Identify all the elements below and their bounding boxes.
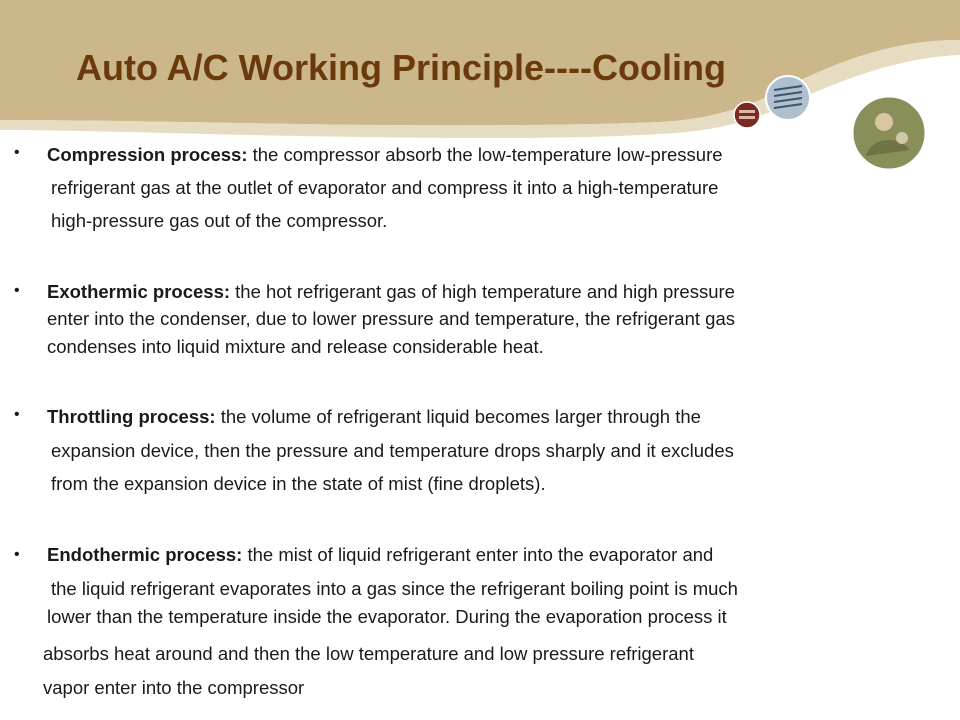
bullet-line-4: absorbs heat around and then the low temperature and low pressure refrigerant [43, 643, 694, 664]
bullet-throttling-process [14, 400, 954, 500]
bullet-line-3: condenses into liquid mixture and release considerable heat. [47, 336, 544, 357]
bullet-dot: • [14, 546, 20, 563]
bullet-term: Endothermic process: [47, 544, 243, 565]
bullet-line-1 [47, 544, 713, 566]
bullet-compression-process [14, 138, 954, 238]
bullet-line-5: vapor enter into the compressor [43, 677, 305, 698]
slide-title: Auto A/C Working Principle----Cooling [76, 47, 726, 88]
bullet-text: the compressor absorb the low-temperature low-pressure [247, 144, 723, 165]
bullet-line-2: enter into the condenser, due to lower pressure and temperature, the refrigerant gas [47, 308, 735, 329]
condenser-photo-icon [764, 74, 812, 122]
bullet-line-3: from the expansion device in the state of mist (fine droplets). [51, 473, 546, 494]
bullet-text: the volume of refrigerant liquid becomes larger through the [215, 406, 701, 427]
bullet-term: Throttling process: [47, 406, 216, 427]
engine-parts-photo-icon [733, 101, 761, 129]
bullet-dot: • [14, 144, 20, 161]
bullet-line-1 [47, 281, 735, 303]
bullet-line-2: expansion device, then the pressure and temperature drops sharply and it excludes [51, 440, 734, 461]
bullet-line-2: refrigerant gas at the outlet of evaporator and compress it into a high-temperature [51, 177, 719, 198]
bullet-line-1 [47, 144, 723, 166]
bullet-term: Compression process: [47, 144, 248, 165]
bullet-dot: • [14, 282, 20, 299]
bullet-endothermic-process [14, 540, 954, 710]
bullet-line-3: lower than the temperature inside the evaporator. During the evaporation process it [47, 606, 727, 627]
bullet-text: the mist of liquid refrigerant enter into the evaporator and [242, 544, 714, 565]
bullet-dot: • [14, 406, 20, 423]
bullet-term: Exothermic process: [47, 281, 231, 302]
bullet-line-3: high-pressure gas out of the compressor. [51, 210, 388, 231]
bullet-text: the hot refrigerant gas of high temperature and high pressure [230, 281, 735, 302]
bullet-line-1 [47, 406, 701, 428]
bullet-line-2: the liquid refrigerant evaporates into a gas since the refrigerant boiling point is much [51, 578, 738, 599]
bullet-exothermic-process [14, 276, 954, 371]
